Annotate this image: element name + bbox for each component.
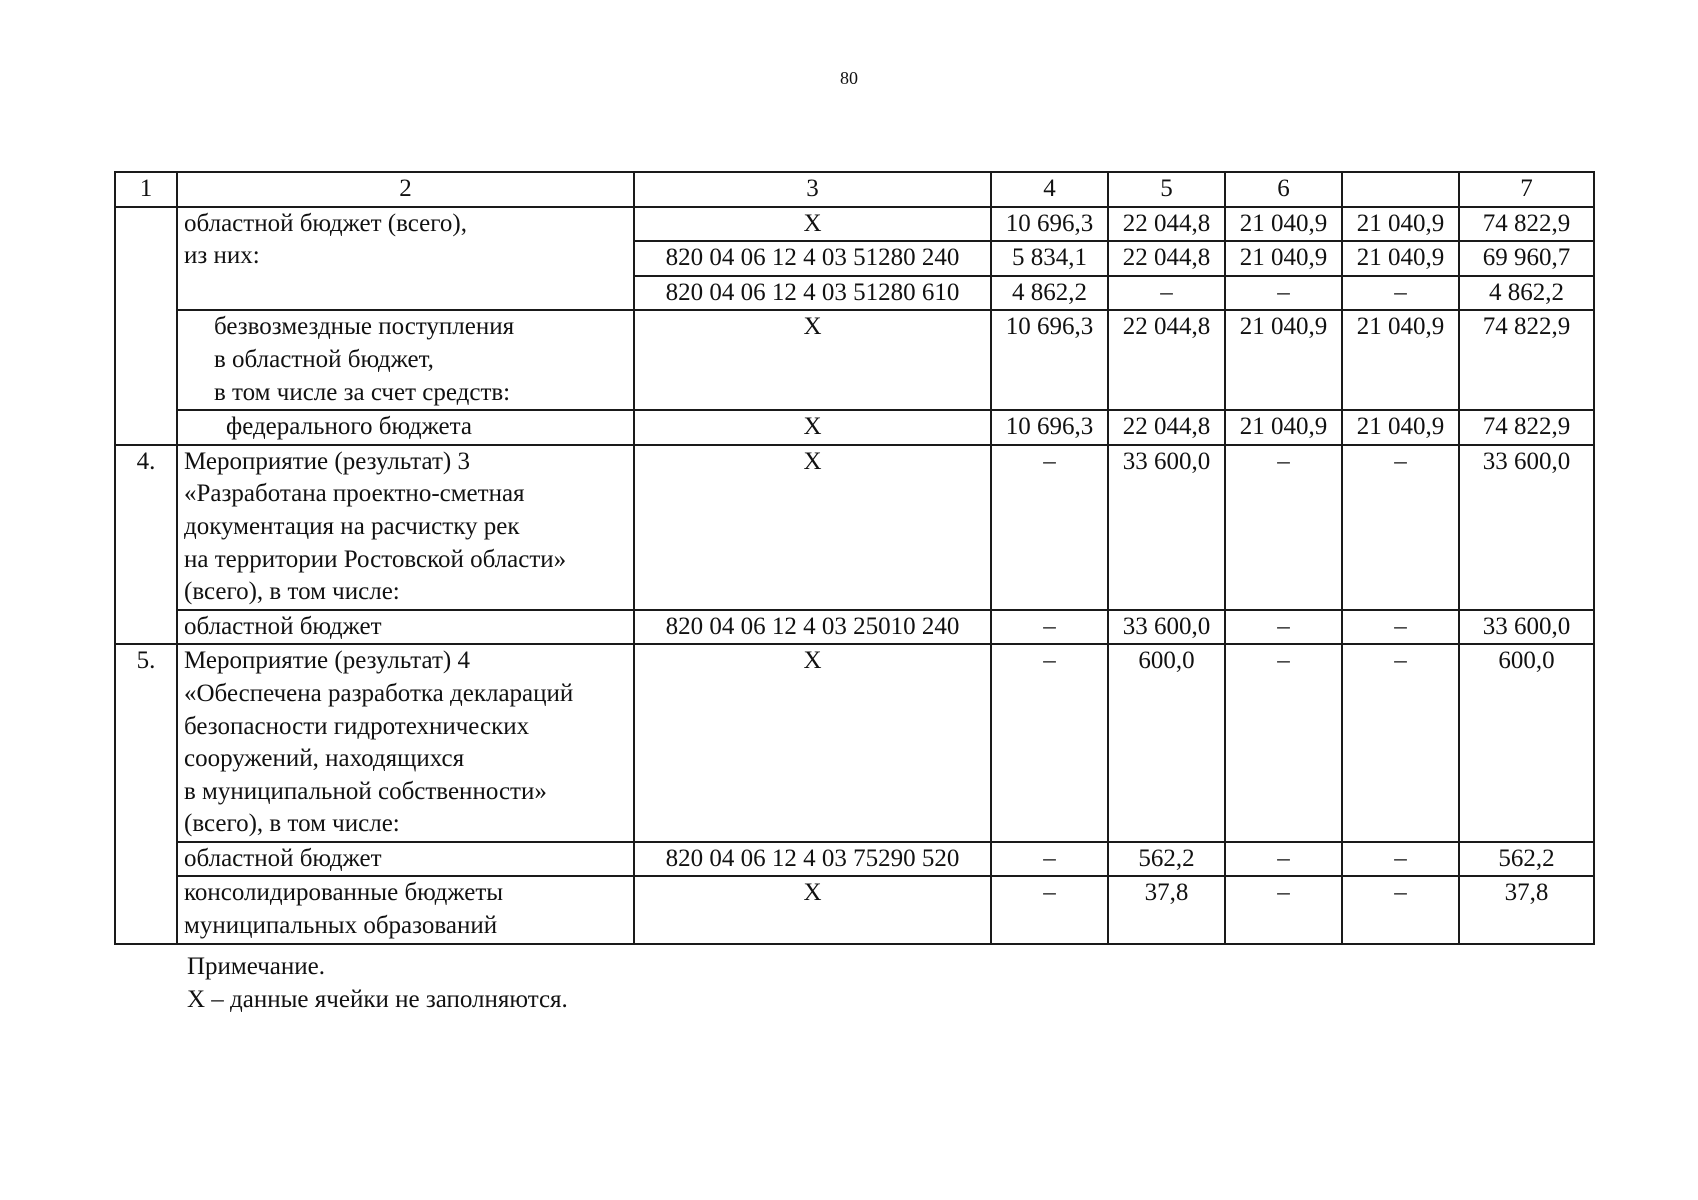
row-label: областной бюджет [177, 842, 634, 877]
table-row [115, 410, 1594, 445]
header-cell [1342, 172, 1459, 207]
value-cell: 21 040,9 [1225, 410, 1342, 445]
row-label: областной бюджет (всего), из них: [177, 207, 634, 311]
value-cell: 33 600,0 [1459, 445, 1594, 610]
value-cell: 562,2 [1459, 842, 1594, 877]
value-cell: – [991, 644, 1108, 842]
value-cell: – [991, 876, 1108, 943]
code-cell: 820 04 06 12 4 03 51280 240 [634, 241, 991, 276]
value-cell: – [1342, 876, 1459, 943]
value-cell: 74 822,9 [1459, 310, 1594, 410]
value-cell: – [1225, 842, 1342, 877]
value-cell: – [1225, 876, 1342, 943]
value-cell: 21 040,9 [1225, 310, 1342, 410]
row-number: 4. [115, 445, 177, 645]
code-cell: Х [634, 310, 991, 410]
value-cell: 74 822,9 [1459, 207, 1594, 242]
value-cell: – [1342, 276, 1459, 311]
table-row [115, 876, 1594, 943]
code-cell: Х [634, 876, 991, 943]
table-row [115, 445, 1594, 610]
table-row [115, 207, 1594, 242]
table-row [115, 842, 1594, 877]
value-cell: 69 960,7 [1459, 241, 1594, 276]
value-cell: 33 600,0 [1459, 610, 1594, 645]
value-cell: – [1342, 445, 1459, 610]
value-cell: 33 600,0 [1108, 445, 1225, 610]
value-cell: 21 040,9 [1342, 207, 1459, 242]
value-cell: – [991, 445, 1108, 610]
value-cell: – [1342, 842, 1459, 877]
value-cell: – [1225, 276, 1342, 311]
code-cell: Х [634, 207, 991, 242]
value-cell: 33 600,0 [1108, 610, 1225, 645]
value-cell: – [991, 610, 1108, 645]
value-cell: 22 044,8 [1108, 310, 1225, 410]
value-cell: 600,0 [1108, 644, 1225, 842]
header-cell: 4 [991, 172, 1108, 207]
row-number-cell [115, 207, 177, 445]
value-cell: 22 044,8 [1108, 410, 1225, 445]
footnote [187, 950, 568, 1016]
value-cell: 74 822,9 [1459, 410, 1594, 445]
value-cell: 600,0 [1459, 644, 1594, 842]
value-cell: 5 834,1 [991, 241, 1108, 276]
code-cell: Х [634, 445, 991, 610]
value-cell: – [1108, 276, 1225, 311]
table-row [115, 310, 1594, 410]
footnote-text: Х – данные ячейки не заполняются. [187, 986, 568, 1013]
value-cell: – [1225, 610, 1342, 645]
header-cell: 2 [177, 172, 634, 207]
value-cell: – [1225, 644, 1342, 842]
code-cell: 820 04 06 12 4 03 51280 610 [634, 276, 991, 311]
value-cell: 21 040,9 [1225, 207, 1342, 242]
value-cell: 21 040,9 [1342, 310, 1459, 410]
header-cell: 1 [115, 172, 177, 207]
code-cell: Х [634, 644, 991, 842]
row-label: областной бюджет [177, 610, 634, 645]
value-cell: 4 862,2 [991, 276, 1108, 311]
header-cell: 3 [634, 172, 991, 207]
header-cell: 5 [1108, 172, 1225, 207]
header-cell: 6 [1225, 172, 1342, 207]
row-label: федерального бюджета [177, 410, 634, 445]
footnote-title: Примечание. [187, 953, 326, 980]
value-cell: – [1342, 644, 1459, 842]
code-cell: 820 04 06 12 4 03 75290 520 [634, 842, 991, 877]
row-label: безвозмездные поступления в областной бюджет, в том числе за счет средств: [177, 310, 634, 410]
value-cell: 21 040,9 [1342, 410, 1459, 445]
value-cell: 10 696,3 [991, 410, 1108, 445]
code-cell: 820 04 06 12 4 03 25010 240 [634, 610, 991, 645]
value-cell: 562,2 [1108, 842, 1225, 877]
value-cell: 10 696,3 [991, 310, 1108, 410]
value-cell: 22 044,8 [1108, 207, 1225, 242]
table-row [115, 644, 1594, 842]
budget-table [114, 171, 1595, 945]
value-cell: – [1342, 610, 1459, 645]
page-number: 80 [840, 68, 858, 88]
value-cell: 10 696,3 [991, 207, 1108, 242]
value-cell: 37,8 [1108, 876, 1225, 943]
value-cell: 21 040,9 [1342, 241, 1459, 276]
row-label: Мероприятие (результат) 3 «Разработана проектно-сметная документация на расчистку рек на территории Ростовской области» (всего), в том числе: [177, 445, 634, 610]
value-cell: 37,8 [1459, 876, 1594, 943]
row-number: 5. [115, 644, 177, 943]
header-row [115, 172, 1594, 207]
value-cell: – [1225, 445, 1342, 610]
value-cell: 22 044,8 [1108, 241, 1225, 276]
table-row [115, 610, 1594, 645]
row-label: Мероприятие (результат) 4 «Обеспечена разработка деклараций безопасности гидротехнических сооружений, находящихся в муниципальной собственности» (всего), в том числе: [177, 644, 634, 842]
value-cell: – [991, 842, 1108, 877]
value-cell: 21 040,9 [1225, 241, 1342, 276]
header-cell: 7 [1459, 172, 1594, 207]
row-label: консолидированные бюджеты муниципальных образований [177, 876, 634, 943]
code-cell: Х [634, 410, 991, 445]
value-cell: 4 862,2 [1459, 276, 1594, 311]
